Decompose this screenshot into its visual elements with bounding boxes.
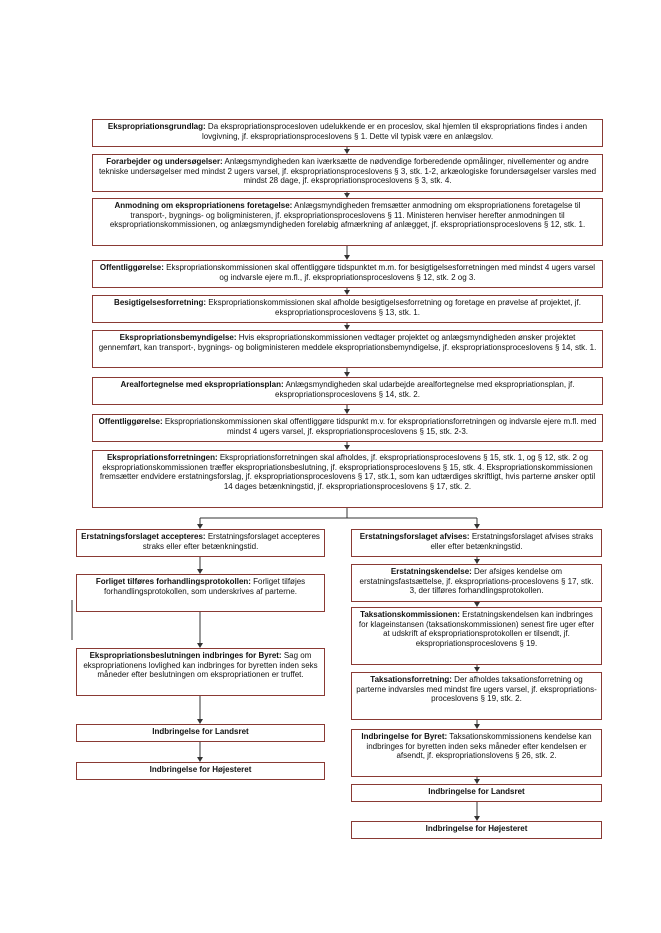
box-taksationskommissionen: Taksationskommissionen: Erstatningskendelsen kan indbringes for klageinstansen (taksationskommissionen) senest fire uger efter at udskrift af ekspropriationsprotokollen er tilsendt, jf. ekspropriationsproceslovens § 19.: [351, 607, 602, 665]
box-taksationsforretning: Taksationsforretning: Der afholdes taksationsforretning og parterne indvarsles med mindst fire ugers varsel, jf. ekspropriations-proceslovens § 19, stk. 2.: [351, 672, 602, 720]
box-ekspropriationsbemyndigelse: Ekspropriationsbemyndigelse: Hvis ekspropriationskommissionen vedtager projektet og anlægsmyndigheden ønsker projektet gennemført, kan transport-, bygnings- og boligministeren meddele ekspropriationsbemyndigelse, jf. ekspropriationsproceslovens § 14, stk. 1.: [92, 330, 603, 368]
box-left-hojesteret: Indbringelse for Højesteret: [76, 762, 325, 780]
box-left-landsret: Indbringelse for Landsret: [76, 724, 325, 742]
box-beslutning-byret: Ekspropriationsbeslutningen indbringes for Byret: Sag om ekspropriationens lovlighed kan indbringes for byretten inden seks måneder efter beslutningen om ekspropriationen er truffet.: [76, 648, 325, 696]
box-offentliggorelse-1: Offentliggørelse: Ekspropriationskommissionen skal offentliggøre tidspunktet m.m. for besigtigelsesforretningen med mindst 4 ugers varsel og indvarsle ejere m.fl., jf. ekspropriationsproceslovens § 12, stk. 2 og 3.: [92, 260, 603, 288]
box-right-landsret: Indbringelse for Landsret: [351, 784, 602, 802]
box-arealfortegnelse: Arealfortegnelse med ekspropriationsplan: Anlægsmyndigheden skal udarbejde arealfortegnelse med ekspropriationsplan, jf. ekspropriationsproceslovens § 14, stk. 2.: [92, 377, 603, 405]
box-erstatningsforslaget-afvises: Erstatningsforslaget afvises: Erstatningsforslaget afvises straks eller efter betænkningstid.: [351, 529, 602, 557]
box-erstatningsforslaget-accepteres: Erstatningsforslaget accepteres: Erstatningsforslaget accepteres straks eller efter betænkningstid.: [76, 529, 325, 557]
box-ekspropriationsforretningen: Ekspropriationsforretningen: Ekspropriationsforretningen skal afholdes, jf. ekspropriationsproceslovens § 15, stk. 1, og § 12, stk. 2 og ekspropriationskommissionen træffer ekspropriationsbeslutning, jf. ekspropriationsproceslovens § 15, stk. 4. Ekspropriationskommissionen fremsætter endvidere erstatningsforslag, jf. ekspropriationsproceslovens § 17, stk.1, som kan udtærdiges skriftligt, hvis parterne ønsker optil 14 dages betænkningstid, jf. ekspropriationsproceslovens § 17, stk. 2.: [92, 450, 603, 508]
box-offentliggorelse-2: Offentliggørelse: Ekspropriationskommissionen skal offentliggøre tidspunkt m.v. for ekspropriationsforretningen og indvarsle ejere m.fl. med mindst 4 ugers varsel, jf. ekspropriationsproceslovens § 15, stk. 2-3.: [92, 414, 603, 442]
box-right-hojesteret: Indbringelse for Højesteret: [351, 821, 602, 839]
box-ekspropriationsgrundlag: Ekspropriationsgrundlag: Da ekspropriationsprocesloven udelukkende er en proceslov, skal hjemlen til ekspropriations findes i anden lovgivning, jf. ekspropriationsproceslovens § 1. Dette vil typisk være en anlægslov.: [92, 119, 603, 147]
box-forarbejder: Forarbejder og undersøgelser: Anlægsmyndigheden kan iværksætte de nødvendige forberedende opmålinger, nivellementer og andre tekniske undersøgelser med mindst 2 ugers varsel, jf. ekspropriationsproceslovens § 3, stk. 1-2, arkæologiske forundersøgelser varsles med mindst 28 dage, jf. ekspropriationsproceslovens § 3, stk. 4.: [92, 154, 603, 192]
box-right-byret: Indbringelse for Byret: Taksationskommissionens kendelse kan indbringes for byretten inden seks måneder efter kendelsen er afsendt, jf. ekspropriationslovens § 26, stk. 2.: [351, 729, 602, 777]
box-besigtigelsesforretning: Besigtigelsesforretning: Ekspropriationskommissionen skal afholde besigtigelsesforretning og foretage en prøvelse af projektet, jf. ekspropriationsproceslovens § 13, stk. 1.: [92, 295, 603, 323]
box-erstatningskendelse: Erstatningskendelse: Der afsiges kendelse om erstatningsfastsættelse, jf. ekspropriations-proceslovens § 17, stk. 3, der tilføres forhandlingsprotokollen.: [351, 564, 602, 602]
box-anmodning: Anmodning om ekspropriationens foretagelse: Anlægsmyndigheden fremsætter anmodning om ekspropriationens foretagelse til transport-, bygnings- og boligministeren, jf. ekspropriationsproceslovens § 11. Ministeren henviser herefter anmodningen til ekspropriationskommissionen, og anlægsmyndigheden foreløbig afmærkning af anlægget, jf. ekspropriationsproceslovens § 12, stk. 1.: [92, 198, 603, 246]
box-forliget-tilfores: Forliget tilføres forhandlingsprotokollen: Forliget tilføjes forhandlingsprotokollen, som underskrives af parterne.: [76, 574, 325, 612]
